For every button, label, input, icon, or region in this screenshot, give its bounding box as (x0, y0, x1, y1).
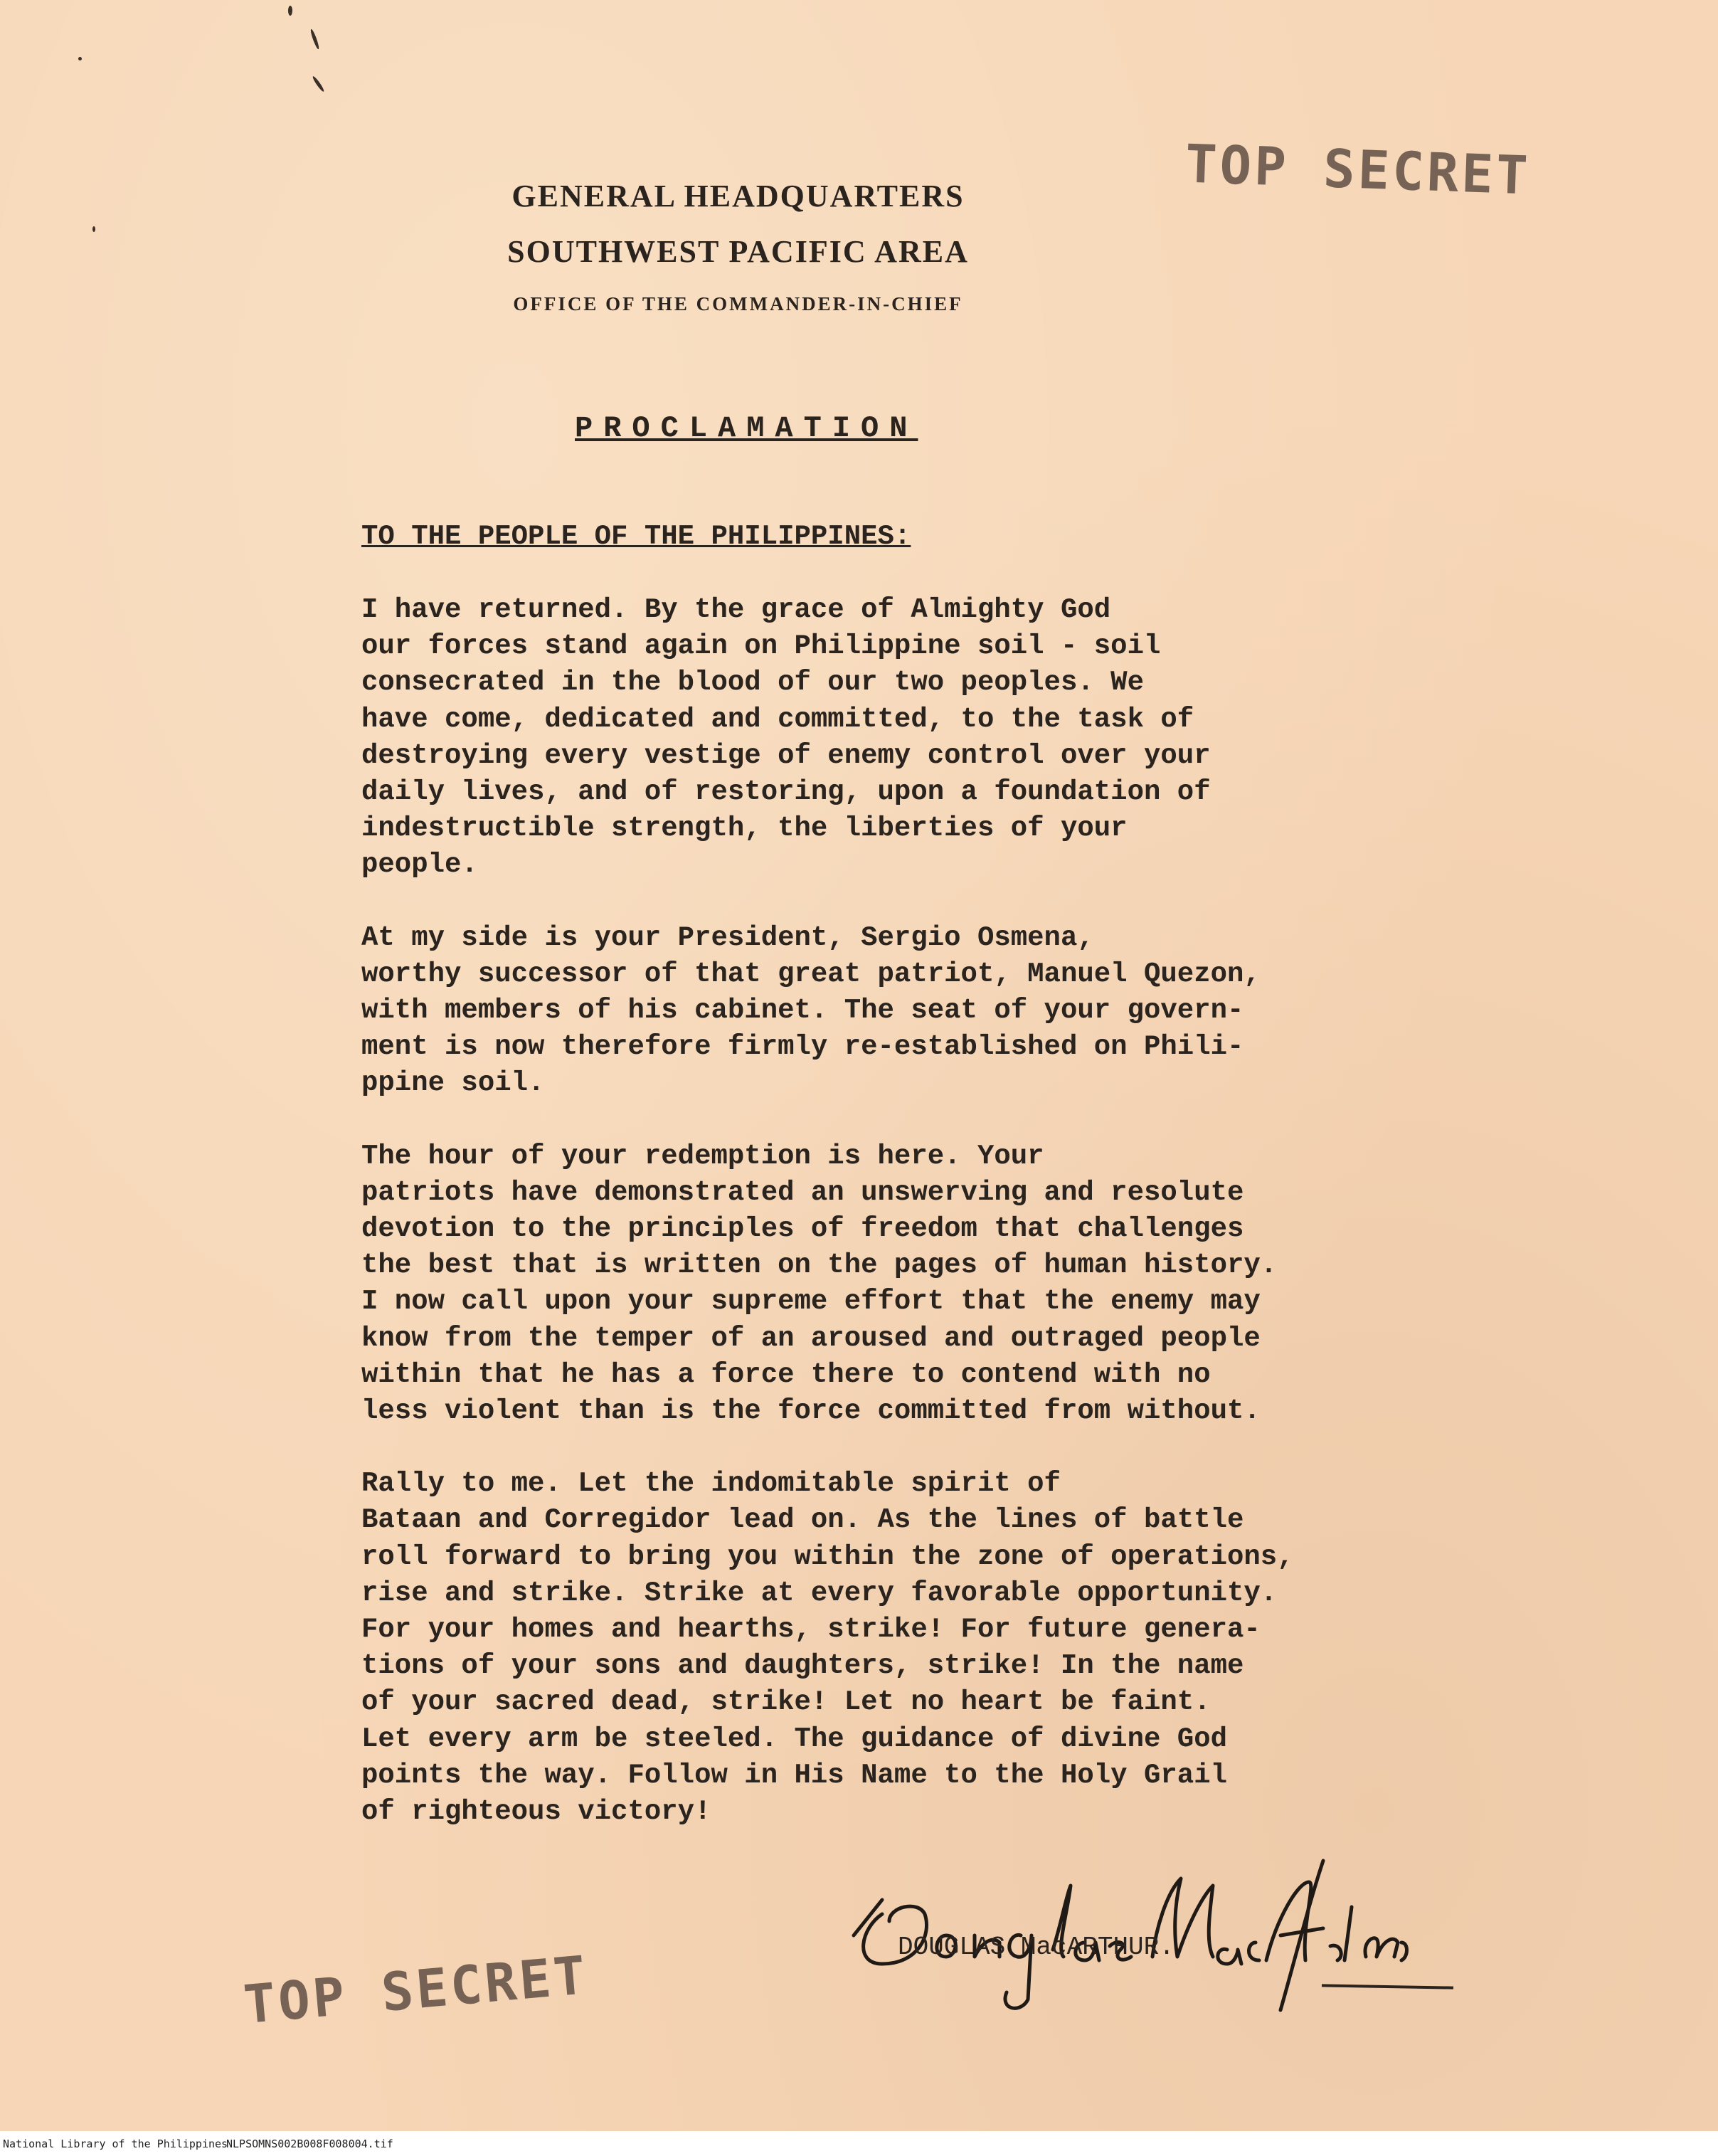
ink-mark (92, 226, 95, 232)
header-line-1: GENERAL HEADQUARTERS (511, 179, 965, 213)
footer-filename: NLPSOMNS002B008F008004.tif (226, 2137, 393, 2150)
top-secret-stamp-bottom: TOP SECRET (241, 1945, 591, 2036)
ink-mark (312, 75, 325, 93)
proclamation-body (361, 592, 1407, 1866)
footer-institution: National Library of the Philippines (3, 2137, 228, 2150)
top-secret-stamp-top: TOP SECRET (1184, 133, 1532, 207)
header-line-3: OFFICE OF THE COMMANDER-IN-CHIEF (513, 293, 963, 315)
scan-footer (0, 2132, 1718, 2156)
salutation: TO THE PEOPLE OF THE PHILIPPINES: (361, 521, 911, 552)
typed-signature-name: DOUGLAS MacARTHUR. (898, 1933, 1175, 1962)
ink-mark (309, 28, 320, 50)
header-line-2: SOUTHWEST PACIFIC AREA (507, 234, 969, 269)
ink-mark (78, 57, 82, 60)
paragraph-1: I have returned. By the grace of Almighty God our forces stand again on Philippine soil - soil consecrated in the blood of our two peoples. We have come, dedicated and committed, to the task of destroying every vestige of enemy control over your daily lives, and of restoring, upon a foundation of indestructible strength, the liberties of your people. (361, 594, 1211, 881)
ink-mark (288, 6, 292, 16)
paragraph-3: The hour of your redemption is here. Your patriots have demonstrated an unswerving and resolute devotion to the principles of freedom that challenges the best that is written on the pages of human history. I now call upon your supreme effort that the enemy may know from the temper of an aroused and outraged people within that he has a force there to contend with no less violent than is the force committed from without. (361, 1140, 1278, 1427)
document-title: PROCLAMATION (575, 411, 918, 445)
handwritten-signature (839, 1829, 1409, 2021)
paragraph-4: Rally to me. Let the indomitable spirit of Bataan and Corregidor lead on. As the lines of battle roll forward to bring you within the zone of operations, rise and strike. Strike at every favorable opportunity. For your homes and hearths, strike! For future genera- tions of your sons and daughters, strike! In the name of your sacred dead, strike! Let no heart be faint. Let every arm be steeled. The guidance of divine God points the way. Follow in His Name to the Holy Grail of righteous victory! (361, 1468, 1294, 1828)
paragraph-2: At my side is your President, Sergio Osmena, worthy successor of that great patriot, Manuel Quezon, with members of his cabinet. The seat of your govern- ment is now therefore firmly re-established on Phili- ppine soil. (361, 921, 1261, 1099)
